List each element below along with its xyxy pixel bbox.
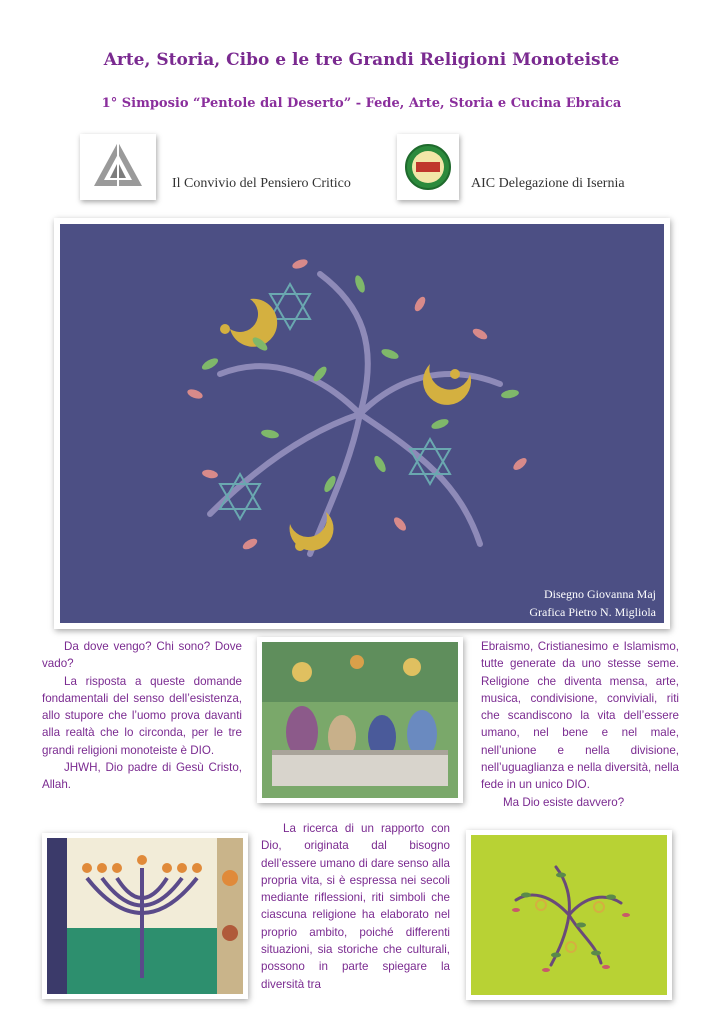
menorah-painting bbox=[47, 838, 243, 994]
aic-logo-icon bbox=[397, 134, 459, 200]
convivio-logo bbox=[80, 134, 156, 200]
column-1-text bbox=[42, 638, 242, 794]
aic-logo bbox=[397, 134, 459, 200]
column-3-paragraph-1: Ebraismo, Cristianesimo e Islamismo, tutte generate da uno stesse seme. Religione che diventa mensa, arte, musica, condivisione, conviviali, riti che scandiscono la vita dell’essere umano, nel bene e nel male, nell’unione e nella divisione, nell’uguaglianza e nella diversità, nella fede in un unico DIO. bbox=[481, 640, 679, 792]
main-artwork-frame bbox=[54, 218, 670, 629]
column-2-text bbox=[261, 820, 450, 993]
green-tree-card-frame bbox=[466, 830, 672, 1000]
green-tree-card bbox=[471, 835, 667, 995]
column-1-paragraph-2: La risposta a queste domande fondamentali del senso dell’esistenza, allo stupore che l’uomo prova davanti alla realtà che lo circonda, per le tre grandi religioni monoteiste è DIO. bbox=[42, 674, 242, 757]
banquet-painting-frame bbox=[257, 637, 463, 803]
aic-label: AIC Delegazione di Isernia bbox=[471, 176, 625, 191]
page-subtitle: 1° Simposio “Pentole dal Deserto” - Fede, Arte, Storia e Cucina Ebraica bbox=[101, 96, 622, 111]
menorah-painting-frame bbox=[42, 833, 248, 999]
convivio-label: Il Convivio del Pensiero Critico bbox=[172, 176, 351, 191]
column-3-paragraph-2: Ma Dio esiste davvero? bbox=[503, 795, 625, 809]
column-3-text bbox=[481, 638, 679, 811]
page-title: Arte, Storia, Cibo e le tre Grandi Religioni Monoteiste bbox=[103, 50, 620, 70]
credit-graphics: Grafica Pietro N. Migliola bbox=[529, 605, 656, 619]
banquet-painting bbox=[262, 642, 458, 798]
tree-of-religions-artwork bbox=[60, 224, 664, 623]
convivio-logo-icon bbox=[80, 134, 156, 200]
column-1-paragraph-1: Da dove vengo? Chi sono? Dove vado? bbox=[42, 640, 242, 671]
column-1-paragraph-3: JHWH, Dio padre di Gesù Cristo, Allah. bbox=[42, 761, 242, 792]
credit-drawing: Disegno Giovanna Maj bbox=[544, 587, 656, 601]
column-2-paragraph-1: La ricerca di un rapporto con Dio, originata dal bisogno dell’essere umano di dare senso alla propria vita, si è espressa nei secoli mediante riflessioni, riti simboli che ciascuna religione ha elaborato nel proprio ambito, poiché differenti situazioni, sia storiche che culturali, possono in parte spiegare la diversità tra bbox=[261, 822, 450, 991]
artwork-credit bbox=[529, 585, 656, 621]
